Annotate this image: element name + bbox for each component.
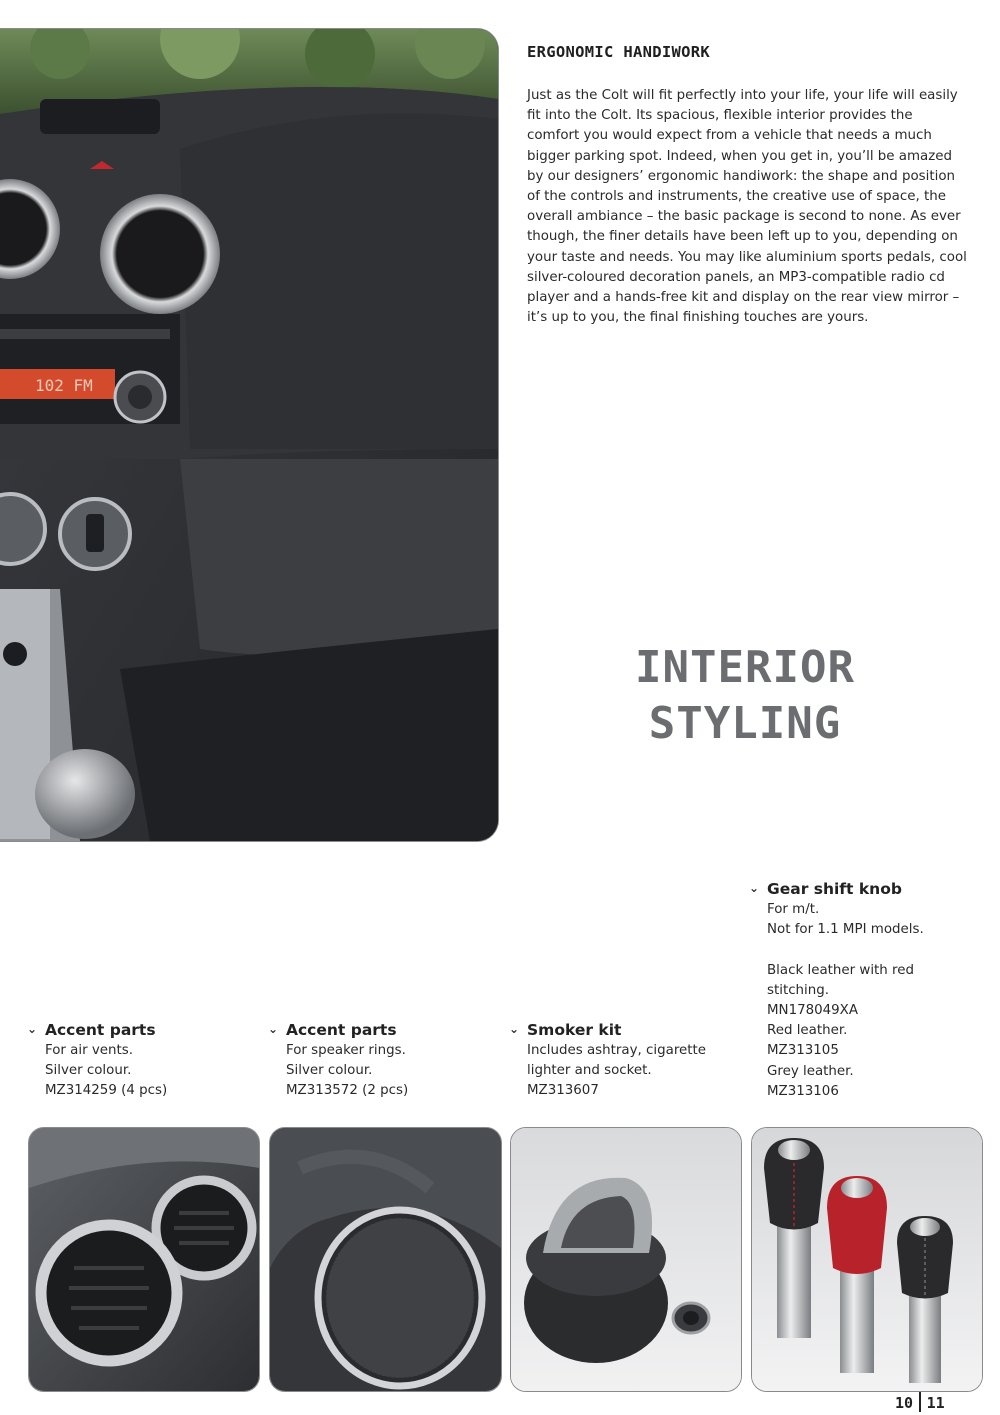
article-heading: ERGONOMIC HANDIWORK <box>527 43 711 61</box>
chevron-down-icon: ⌄ <box>27 1022 38 1036</box>
photo-gear-shift-knobs <box>751 1127 983 1392</box>
page-number-right: 11 <box>926 1394 945 1412</box>
page-number-divider <box>919 1392 921 1412</box>
accessory-title: Accent parts <box>45 1021 156 1039</box>
accessory-line: Red leather. <box>767 1023 848 1039</box>
accessory-line: stitching. <box>767 982 830 998</box>
radio-display-text: 102 FM <box>35 376 93 395</box>
accessory-line: MN178049XA <box>767 1003 859 1018</box>
accessory-line: Silver colour. <box>286 1063 373 1079</box>
accessory-line: For air vents. <box>45 1043 133 1058</box>
section-title-line2: STYLING <box>648 698 842 749</box>
accessory-line: Black leather with red <box>767 962 915 978</box>
article-body: Just as the Colt will fit perfectly into your life, your life will easily fit into the Colt. Its spacious, flexible interior provides the comfort you would expect from a vehicle that needs a much bigger parking spot. Indeed, when you get in, you’ll be amazed by our designers’ ergonomic handiwork: the shape and position of the controls and instruments, the creative use of space, the overall ambiance – the basic package is second to none. As ever though, the finer details have been left up to you, depending on your taste and needs. You may like aluminium sports pedals, cool silver-coloured decoration panels, an MP3-compatible radio cd player and a hands-free kit and display on the rear view mirror – it’s up to you, the final finishing touches are yours. <box>527 88 967 326</box>
accessory-title: Smoker kit <box>527 1021 622 1039</box>
accessory-line: Silver colour. <box>45 1063 132 1079</box>
photo-speaker-ring-accents <box>269 1127 502 1392</box>
hero-dashboard-photo <box>0 28 499 842</box>
accessory-title: Gear shift knob <box>767 880 902 898</box>
accessory-line: For speaker rings. <box>286 1043 406 1058</box>
page-numbers <box>895 1392 945 1412</box>
accessory-line: MZ313106 <box>767 1083 839 1099</box>
accessory-title: Accent parts <box>286 1021 397 1039</box>
accessory-air-vent-accents <box>27 1021 265 1102</box>
accessory-line: MZ314259 (4 pcs) <box>45 1083 168 1099</box>
chevron-down-icon: ⌄ <box>749 881 760 895</box>
section-title <box>600 640 890 752</box>
accessory-line: MZ313572 (2 pcs) <box>286 1083 409 1099</box>
accessory-line: lighter and socket. <box>527 1063 652 1079</box>
chevron-down-icon: ⌄ <box>268 1022 279 1036</box>
section-title-line1: INTERIOR <box>635 642 855 693</box>
accessory-line: Not for 1.1 MPI models. <box>767 922 924 938</box>
accessory-line: MZ313105 <box>767 1043 839 1059</box>
photo-air-vent-accents <box>28 1127 260 1392</box>
page-number-left: 10 <box>895 1394 914 1412</box>
accessory-speaker-ring-accents <box>268 1021 506 1102</box>
accessory-line: For m/t. <box>767 902 820 917</box>
accessory-line: MZ313607 <box>527 1083 599 1099</box>
accessory-gear-shift-knob <box>749 880 987 1102</box>
accessory-line: Includes ashtray, cigarette <box>527 1043 707 1058</box>
photo-smoker-kit <box>510 1127 742 1392</box>
accessory-smoker-kit <box>509 1021 747 1102</box>
accessory-line: Grey leather. <box>767 1063 854 1079</box>
chevron-down-icon: ⌄ <box>509 1022 520 1036</box>
